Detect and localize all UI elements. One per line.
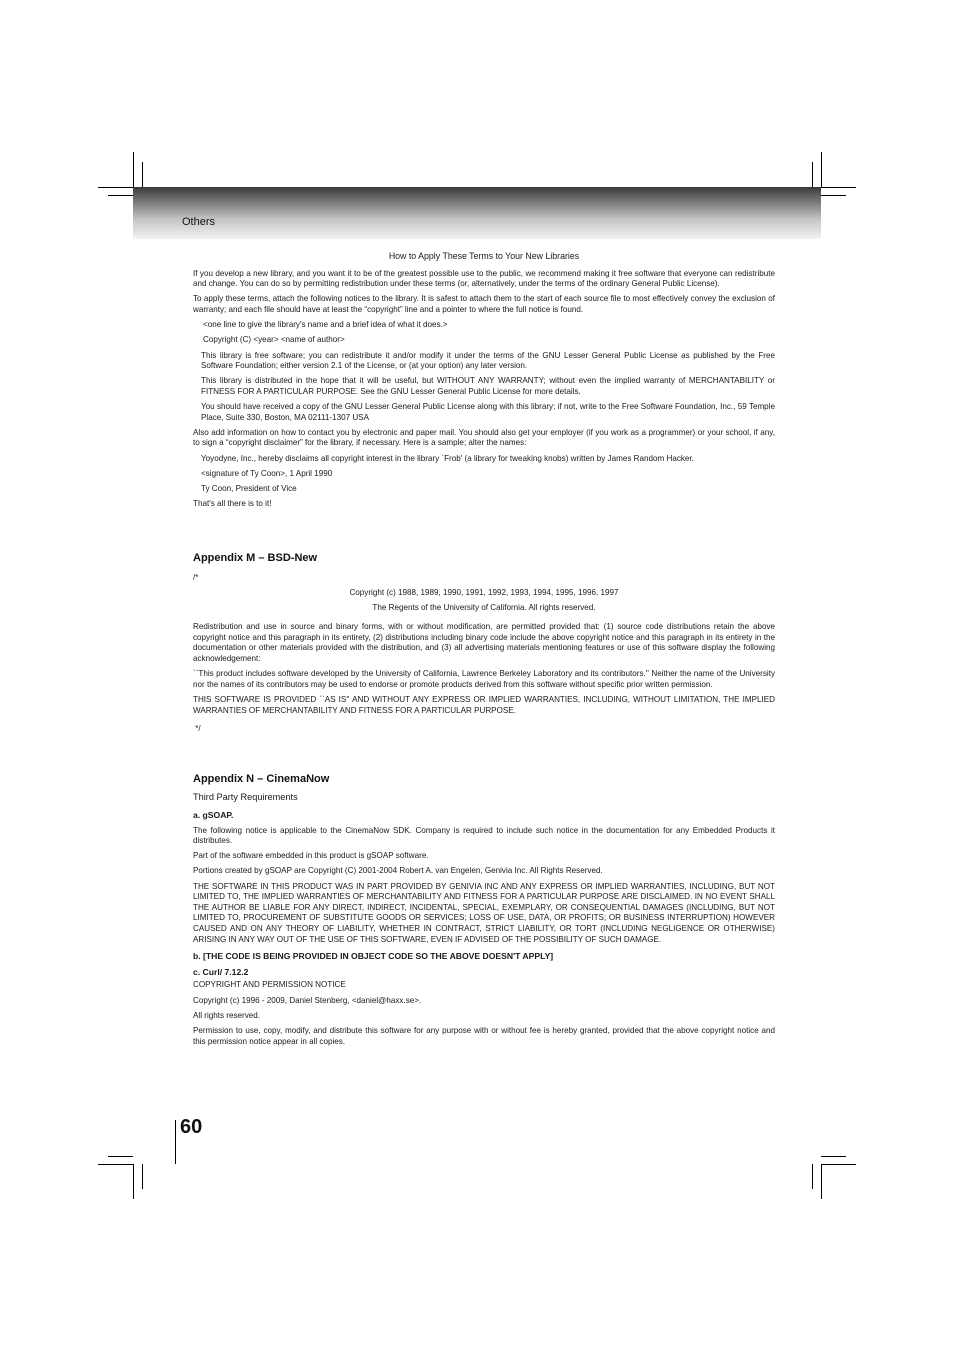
- code-comment: */: [193, 724, 201, 734]
- paragraph: Portions created by gSOAP are Copyright (C) 2001-2004 Robert A. van Engelen, Genivia Inc. All Rights Reserved.: [193, 866, 603, 876]
- sub-heading: c. Curl/ 7.12.2: [193, 966, 249, 977]
- page-number-rule: [175, 1120, 176, 1164]
- crop-mark: [821, 195, 846, 196]
- section-label: Others: [182, 216, 216, 228]
- crop-mark: [821, 187, 856, 188]
- paragraph: Copyright (c) 1996 - 2009, Daniel Stenberg, <daniel@haxx.se>.: [193, 995, 422, 1005]
- crop-mark: [812, 1164, 813, 1189]
- crop-mark: [108, 1156, 133, 1157]
- sub-heading: b. [THE CODE IS BEING PROVIDED IN OBJECT CODE SO THE ABOVE DOESN'T APPLY]: [193, 951, 554, 962]
- page-number: 60: [180, 1116, 203, 1138]
- paragraph: Copyright (C) <year> <name of author>: [203, 335, 345, 345]
- paragraph: You should have received a copy of the GNU Lesser General Public License along with this library; if not, write to the Free Software Foundation, Inc., 59 Temple Place, Suite 330, Boston, MA 02111-1307 USA: [201, 402, 775, 422]
- paragraph: THE SOFTWARE IN THIS PRODUCT WAS IN PART PROVIDED BY GENIVIA INC AND ANY EXPRESS OR IMPLIED WARRANTIES, INCLUDING, BUT NOT LIMITED TO, THE IMPLIED WARRANTIES OF MERCHANTABILITY AND FITNESS FOR A PARTICULAR PURPOSE ARE DISCLAIMED. IN NO EVENT SHALL THE AUTHOR BE LIABLE FOR ANY DIRECT, INDIRECT, INCIDENTAL, SPECIAL, EXEMPLARY, OR CONSEQUENTIAL DAMAGES (INCLUDING, BUT NOT LIMITED TO, PROCUREMENT OF SUBSTITUTE GOODS OR SERVICES; LOSS OF USE, DATA, OR PROFITS; OR BUSINESS INTERRUPTION) HOWEVER CAUSED AND ON ANY THEORY OF LIABILITY, WHETHER IN CONTRACT, STRICT LIABILITY, OR TORT (INCLUDING NEGLIGENCE OR OTHERWISE) ARISING IN ANY WAY OUT OF THE USE OF THIS SOFTWARE, EVEN IF ADVISED OF THE POSSIBILITY OF SUCH DAMAGE.: [193, 881, 775, 944]
- lgpl-title: How to Apply These Terms to Your New Libraries: [388, 251, 580, 261]
- section-heading: Appendix N – CinemaNow: [193, 773, 330, 786]
- crop-mark: [821, 1156, 846, 1157]
- code-comment: /*: [193, 573, 199, 583]
- paragraph: Redistribution and use in source and binary forms, with or without modification, are permitted provided that: (1) source code distributions retain the above copyright notice and this paragraph in its entirety, (2) distributions including binary code include the above copyright notice and this paragraph in its entirety in the documentation or other materials provided with the distribution, and (3) all advertising materials mentioning features or use of this software display the following acknowledgement:: [193, 622, 775, 663]
- copyright-line: The Regents of the University of California. All rights reserved.: [372, 602, 596, 612]
- paragraph: COPYRIGHT AND PERMISSION NOTICE: [193, 980, 346, 990]
- page-content: [193, 251, 775, 1052]
- section-heading: Appendix M – BSD-New: [193, 552, 318, 565]
- paragraph: If you develop a new library, and you want it to be of the greatest possible use to the public, we recommend making it free software that everyone can redistribute and change. You can do so by permitting redistribution under these terms (or, alternatively, under the terms of the ordinary General Public License).: [193, 268, 775, 289]
- crop-mark: [821, 1164, 822, 1199]
- crop-mark: [98, 1164, 133, 1165]
- crop-mark: [98, 187, 133, 188]
- crop-mark: [133, 152, 134, 187]
- paragraph: To apply these terms, attach the following notices to the library. It is safest to attach them to the start of each source file to most effectively convey the exclusion of warranty; and each file should have at least the “copyright” line and a pointer to where the full notice is found.: [193, 294, 775, 314]
- crop-mark: [133, 1164, 134, 1199]
- crop-mark: [821, 152, 822, 187]
- crop-mark: [821, 1164, 856, 1165]
- copyright-line: Copyright (c) 1988, 1989, 1990, 1991, 1992, 1993, 1994, 1995, 1996, 1997: [349, 588, 619, 597]
- paragraph: This library is free software; you can redistribute it and/or modify it under the terms of the GNU Lesser General Public License as published by the Free Software Foundation; either version 2.1 of the License, or (at your option) any later version.: [201, 350, 775, 371]
- paragraph: Ty Coon, President of Vice: [201, 484, 297, 494]
- crop-mark: [812, 162, 813, 187]
- paragraph: <one line to give the library's name and a brief idea of what it does.>: [203, 320, 448, 330]
- paragraph: This library is distributed in the hope that it will be useful, but WITHOUT ANY WARRANTY; without even the implied warranty of MERCHANTABILITY or FITNESS FOR A PARTICULAR PURPOSE. See the GNU Lesser General Public License for more details.: [201, 376, 775, 396]
- paragraph: ``This product includes software developed by the University of California, Lawrence Berkeley Laboratory and its contributors.'' Neither the name of the University nor the names of its contributors may be used to endorse or promote products derived from this software without specific prior written permission.: [193, 669, 775, 689]
- paragraph: <signature of Ty Coon>, 1 April 1990: [201, 468, 333, 478]
- crop-mark: [142, 162, 143, 187]
- paragraph: That's all there is to it!: [193, 499, 272, 509]
- paragraph: Yoyodyne, Inc., hereby disclaims all copyright interest in the library `Frob' (a library for tweaking knobs) written by James Random Hacker.: [201, 453, 694, 463]
- paragraph: Also add information on how to contact you by electronic and paper mail. You should also get your employer (if you work as a programmer) or your school, if any, to sign a “copyright disclaimer” for the library, if necessary. Here is a sample; alter the names:: [193, 427, 775, 448]
- paragraph: THIS SOFTWARE IS PROVIDED ``AS IS'' AND WITHOUT ANY EXPRESS OR IMPLIED WARRANTIES, INCLUDING, WITHOUT LIMITATION, THE IMPLIED WARRANTIES OF MERCHANTABILITY AND FITNESS FOR A PARTICULAR PURPOSE.: [193, 694, 775, 715]
- section-subtitle: Third Party Requirements: [193, 792, 298, 803]
- crop-mark: [142, 1164, 143, 1189]
- paragraph: Part of the software embedded in this product is gSOAP software.: [193, 851, 429, 861]
- paragraph: All rights reserved.: [193, 1010, 261, 1020]
- sub-heading: a. gSOAP.: [193, 809, 234, 820]
- header-band: [133, 187, 821, 239]
- paragraph: The following notice is applicable to the CinemaNow SDK. Company is required to include such notice in the documentation for any Embedded Products it distributes.: [193, 825, 775, 846]
- crop-mark: [108, 195, 133, 196]
- paragraph: Permission to use, copy, modify, and distribute this software for any purpose with or without fee is hereby granted, provided that the above copyright notice and this permission notice appear in all copies.: [193, 1025, 775, 1046]
